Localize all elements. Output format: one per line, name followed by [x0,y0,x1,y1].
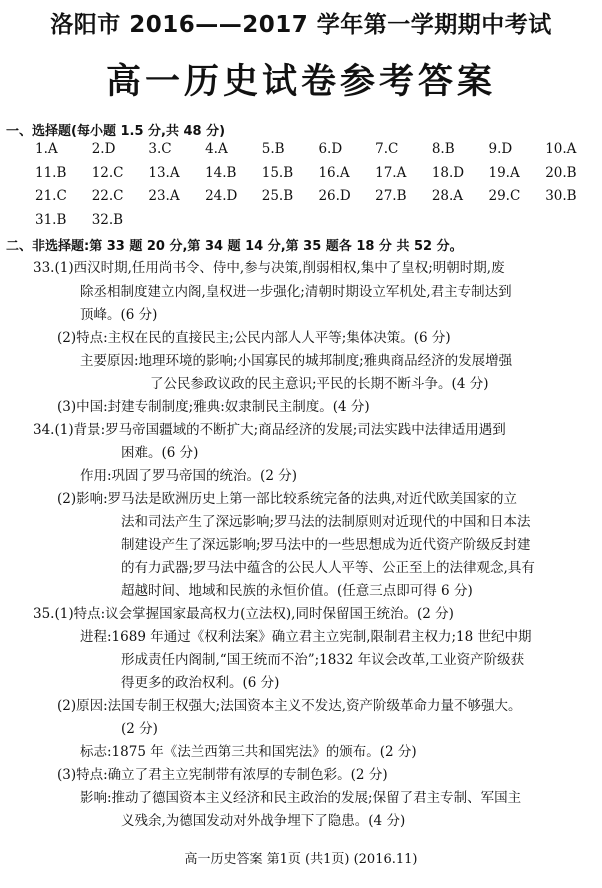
page-footer: 高一历史答案 第1页 (共1页) (2016.11) [184,852,418,867]
exam-title: 洛阳市 2016——2017 学年第一学期期中考试 [50,12,552,38]
answer-item: 30.B [545,188,577,204]
q33-part1-line3: 顶峰。(6 分) [80,307,158,323]
q33-part1-line1: 33.(1)西汉时期,任用尚书令、侍中,参与决策,削弱相权,集中了皇权;明朝时期,废 [33,260,505,276]
answer-item: 24.D [205,188,238,204]
q33-part2-line2: 主要原因:地理环境的影响;小国寡民的城邦制度;雅典商品经济的发展增强 [80,353,513,369]
q34-part2-line1: (2)影响:罗马法是欧洲历史上第一部比较系统完备的法典,对近代欧美国家的立 [57,491,517,507]
q33-part2-line3: 了公民参政议政的民主意识;平民的长期不断斗争。(4 分) [150,376,489,392]
answer-item: 27.B [375,188,407,204]
answer-item: 7.C [375,141,399,157]
answer-key-title: 高一历史试卷参考答案 [105,62,496,102]
q34-part2-line5: 超越时间、地域和民族的永恒价值。(任意三点即可得 6 分) [121,583,473,599]
q34-part1-line3: 作用:巩固了罗马帝国的统治。(2 分) [80,468,297,484]
answer-item: 25.B [261,188,294,204]
answer-item: 32.B [91,211,124,228]
answer-item: 15.B [261,164,294,181]
q35-part2-line3: 标志:1875 年《法兰西第三共和国宪法》的颁布。(2 分) [80,744,417,760]
q35-part1-line4: 得更多的政治权利。(6 分) [121,675,280,691]
q34-part2-line3: 制建设产生了深远影响;罗马法中的一些思想成为近代资产阶级反封建 [121,537,531,553]
q33-part3-line1: (3)中国:封建专制制度;雅典:奴隶制民主制度。(4 分) [57,399,370,415]
answer-item: 4.A [205,141,228,157]
answer-item: 3.C [148,141,172,157]
q34-part2-line4: 的有力武器;罗马法中蕴含的公民人人平等、公正至上的法律观念,具有 [121,560,535,576]
answer-item: 22.C [91,188,124,204]
answer-item: 23.A [148,188,180,204]
answer-item: 9.D [488,141,513,157]
answer-item: 5.B [261,141,285,157]
q35-part1-line3: 形成责任内阁制,“国王统而不治”;1832 年议会改革,工业资产阶级获 [121,652,525,668]
answer-item: 11.B [35,164,67,181]
q33-part2-line1: (2)特点:主权在民的直接民主;公民内部人人平等;集体决策。(6 分) [57,330,451,346]
answer-item: 6.D [318,141,343,157]
answer-item: 14.B [205,164,237,181]
q34-part1-line1: 34.(1)背景:罗马帝国疆域的不断扩大;商品经济的发展;司法实践中法律适用遇到 [33,422,506,438]
answer-item: 10.A [545,141,577,157]
answer-item: 31.B [35,211,67,228]
answer-item: 28.A [431,188,464,204]
answer-item: 1.A [35,141,58,157]
multiple-choice-answers [35,141,595,235]
q35-part3-line2: 影响:推动了德国资本主义经济和民主政治的发展;保留了君主专制、军国主 [80,790,522,806]
q35-part3-line1: (3)特点:确立了君主立宪制带有浓厚的专制色彩。(2 分) [57,767,388,783]
q33-part1-line2: 除丞相制度建立内阁,皇权进一步强化;清朝时期设立军机处,君主专制达到 [80,284,512,300]
answer-item: 12.C [91,164,124,181]
answer-item: 8.B [431,141,455,157]
section1-heading: 一、选择题(每小题 1.5 分,共 48 分) [6,124,226,139]
answer-item: 18.D [431,164,465,181]
answer-item: 17.A [375,164,407,181]
q35-part1-line1: 35.(1)特点:议会掌握国家最高权力(立法权),同时保留国王统治。(2 分) [33,606,454,622]
answer-item: 20.B [545,164,577,181]
answer-item: 2.D [91,141,116,157]
q34-part1-line2: 困难。(6 分) [121,445,199,461]
answer-item: 19.A [488,164,520,181]
q35-part2-line1: (2)原因:法国专制王权强大;法国资本主义不发达,资产阶级革命力量不够强大。 [57,698,522,714]
answer-item: 21.C [35,188,67,204]
answer-item: 13.A [148,164,180,181]
q34-part2-line2: 法和司法产生了深远影响;罗马法的法制原则对近现代的中国和日本法 [121,514,531,530]
q35-part2-line2: (2 分) [121,721,158,737]
answer-item: 26.D [318,188,351,204]
q35-part3-line3: 义残余,为德国发动对外战争埋下了隐患。(4 分) [121,813,406,829]
section2-heading: 二、非选择题:第 33 题 20 分,第 34 题 14 分,第 35 题各 18 分 共 52 分。 [6,239,463,254]
answer-item: 16.A [318,164,350,181]
answer-item: 29.C [488,188,521,204]
q35-part1-line2: 进程:1689 年通过《权利法案》确立君主立宪制,限制君主权力;18 世纪中期 [80,629,532,645]
